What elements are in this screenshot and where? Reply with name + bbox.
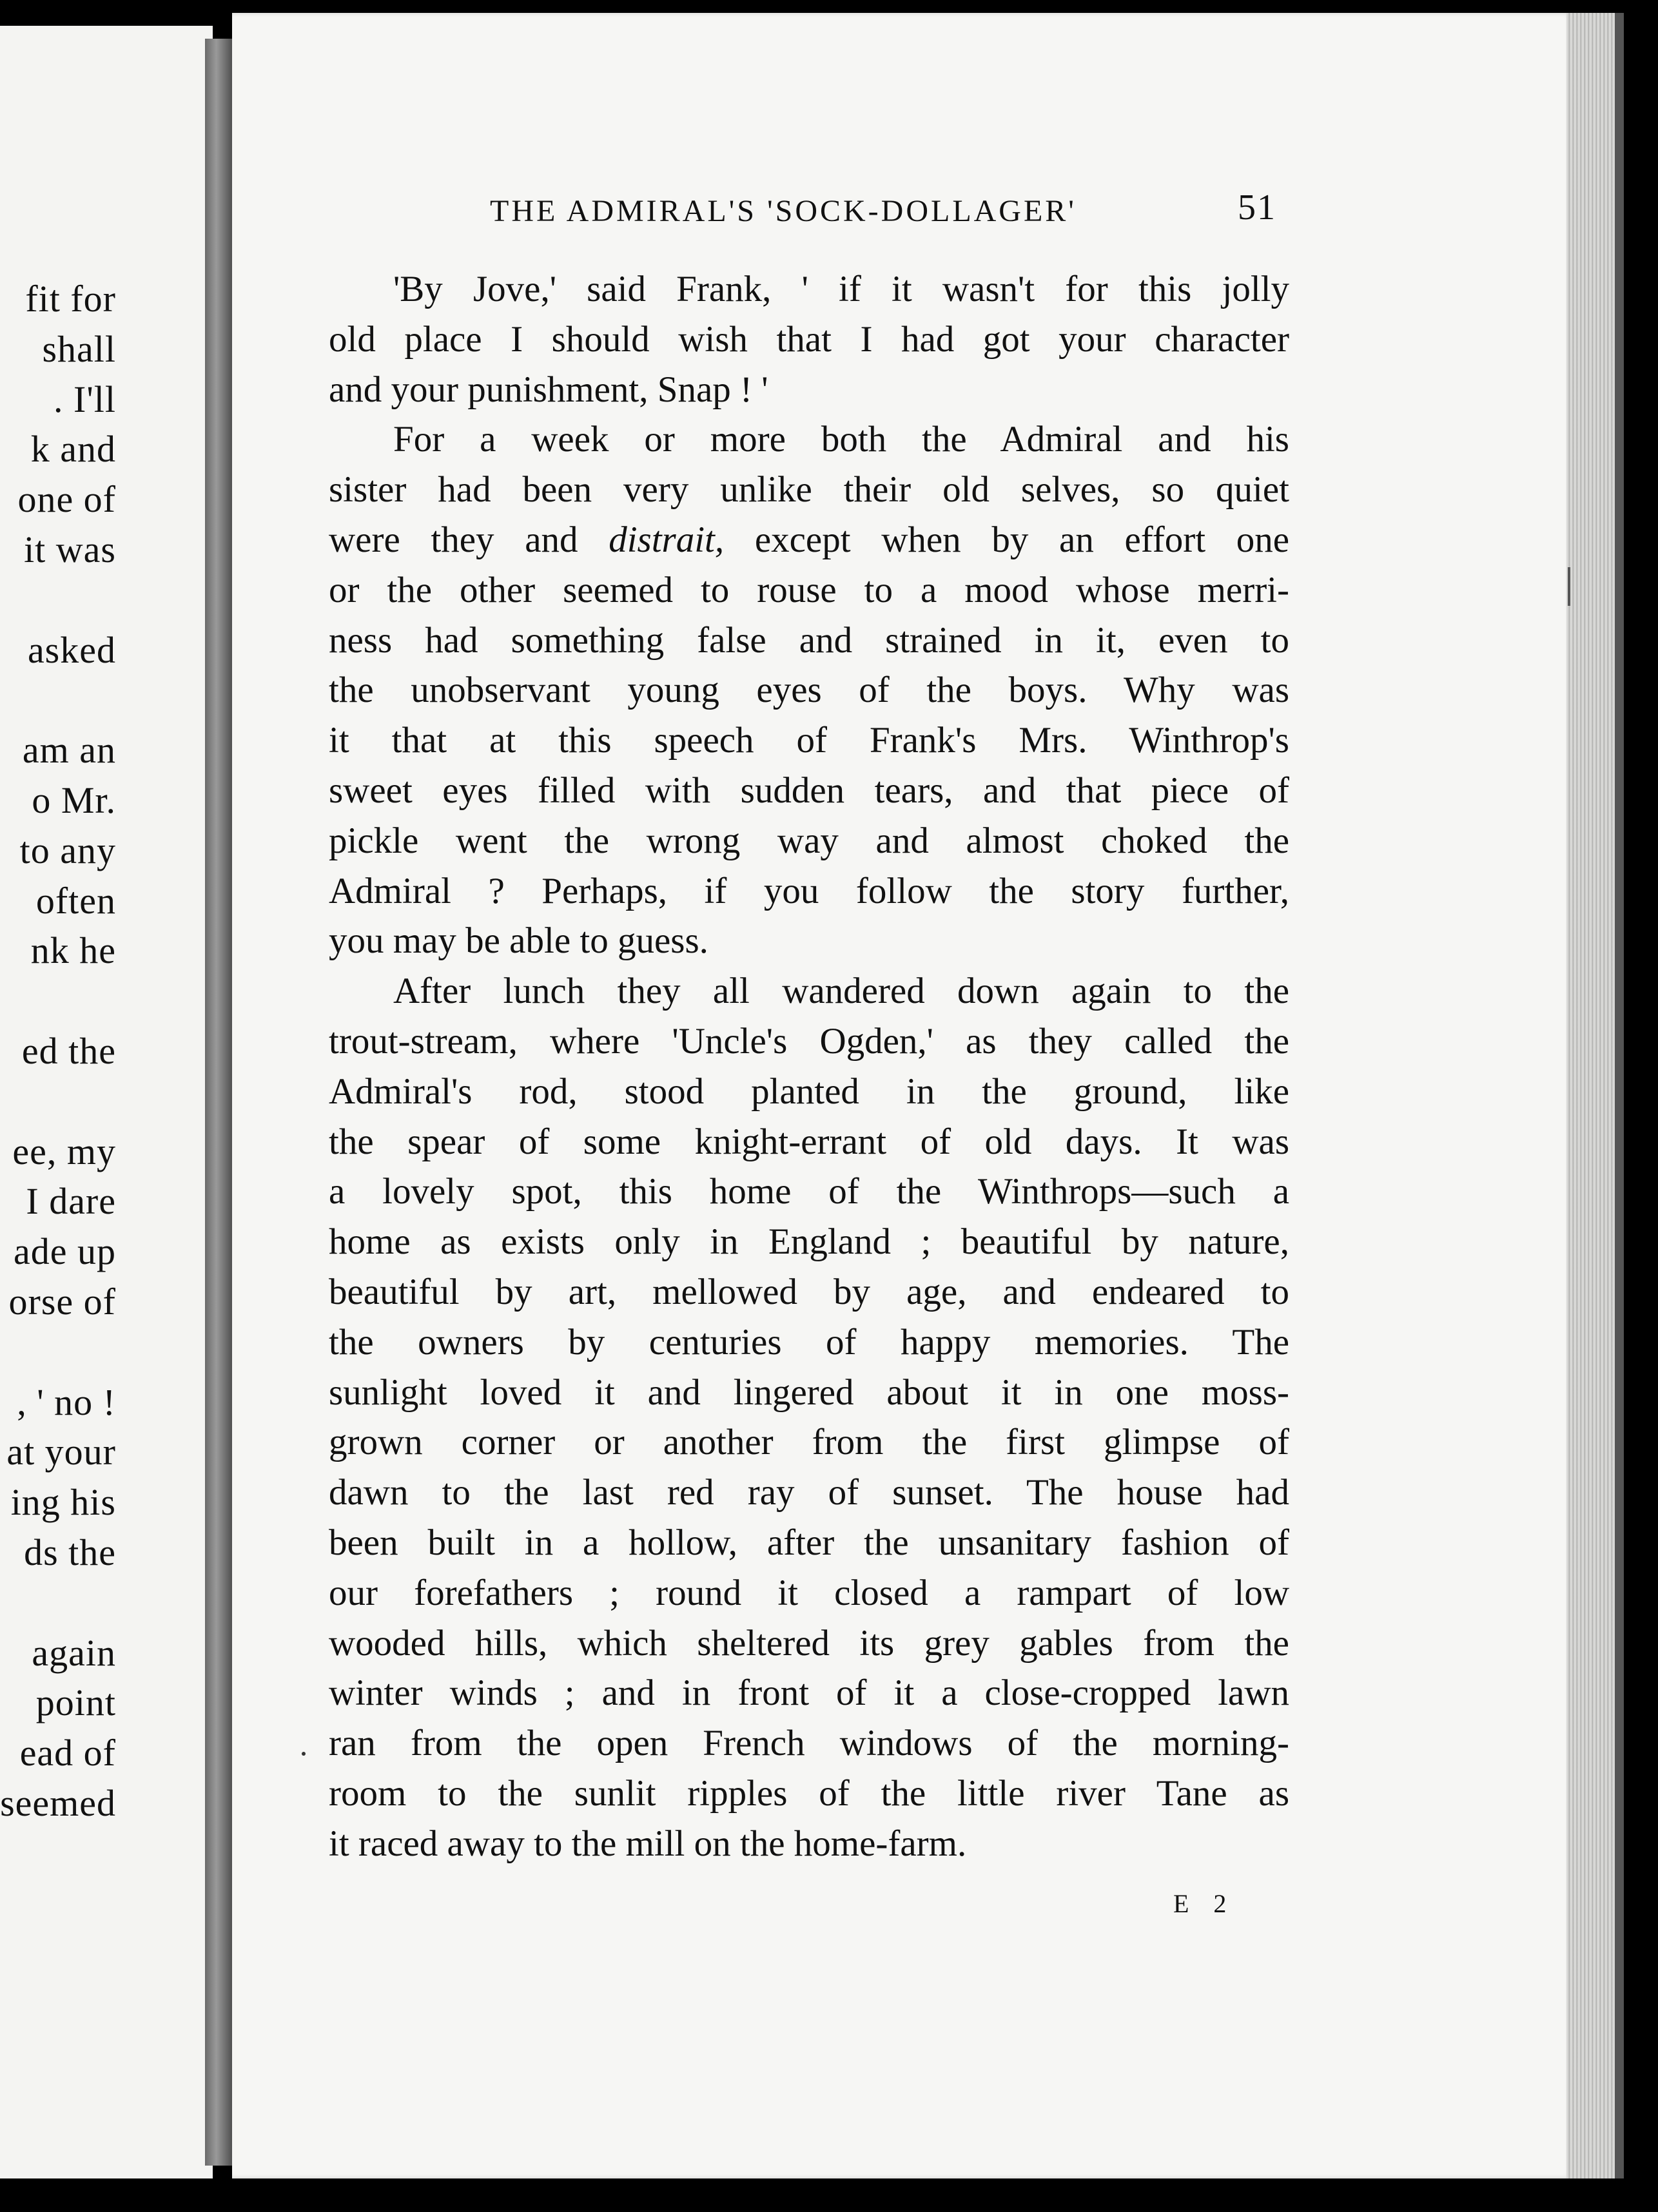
text-line-part: were they and bbox=[329, 519, 609, 560]
page-number: 51 bbox=[1238, 188, 1276, 228]
left-page-line-fragment: ee, my bbox=[12, 1130, 116, 1172]
text-line: a lovely spot, this home of the Winthrops—such a bbox=[329, 1171, 1289, 1212]
left-page-line-fragment: asked bbox=[27, 628, 116, 671]
left-page-line-fragment: am an bbox=[22, 729, 116, 771]
text-line: grown corner or another from the first glimpse of bbox=[329, 1422, 1289, 1463]
text-line: sister had been very unlike their old selves, so quiet bbox=[329, 469, 1289, 510]
left-page-line-fragment: often bbox=[35, 879, 116, 922]
left-page-line-fragment: to any bbox=[19, 829, 116, 871]
signature-mark: E 2 bbox=[1173, 1889, 1236, 1918]
left-facing-page bbox=[0, 26, 213, 2178]
scan-mark bbox=[1568, 567, 1570, 606]
text-line: sweet eyes filled with sudden tears, and that piece of bbox=[329, 770, 1289, 811]
running-header: THE ADMIRAL'S 'SOCK-DOLLAGER' bbox=[490, 194, 1077, 228]
text-line: trout-stream, where 'Uncle's Ogden,' as they called the bbox=[329, 1020, 1289, 1062]
text-line: dawn to the last red ray of sunset. The house had bbox=[329, 1472, 1289, 1513]
left-page-line-fragment: I dare bbox=[26, 1180, 116, 1223]
text-line: Admiral's rod, stood planted in the ground, like bbox=[329, 1071, 1289, 1112]
scan-speck bbox=[302, 1752, 306, 1756]
left-page-line-fragment: nk he bbox=[30, 929, 116, 972]
text-line: room to the sunlit ripples of the little river Tane as bbox=[329, 1772, 1289, 1814]
left-page-line-fragment: . I'll bbox=[54, 378, 116, 420]
text-line: beautiful by art, mellowed by age, and endeared to bbox=[329, 1271, 1289, 1312]
text-line: our forefathers ; round it closed a rampart of low bbox=[329, 1572, 1289, 1613]
left-page-line-fragment: again bbox=[32, 1631, 116, 1674]
text-line: or the other seemed to rouse to a mood whose merri- bbox=[329, 569, 1289, 610]
left-page-line-fragment: shall bbox=[42, 327, 116, 370]
text-line: the spear of some knight-errant of old days. It was bbox=[329, 1121, 1289, 1162]
left-page-line-fragment: ade up bbox=[14, 1230, 116, 1273]
text-line: been built in a hollow, after the unsanitary fashion of bbox=[329, 1522, 1289, 1563]
text-line: it raced away to the mill on the home-farm. bbox=[329, 1823, 967, 1864]
left-page-line-fragment: o Mr. bbox=[32, 779, 116, 821]
page-edge-shadow bbox=[1615, 13, 1624, 2178]
text-line: ness had something false and strained in it, even to bbox=[329, 619, 1289, 661]
text-line: the unobservant young eyes of the boys. Why was bbox=[329, 670, 1289, 711]
text-line: 'By Jove,' said Frank, ' if it wasn't for this jolly bbox=[393, 269, 1289, 309]
left-page-line-fragment: ed the bbox=[21, 1030, 116, 1072]
text-line bbox=[329, 515, 1289, 565]
text-line-part: except when by an effort one bbox=[724, 519, 1289, 560]
left-page-line-fragment: it was bbox=[24, 529, 116, 570]
text-line: you may be able to guess. bbox=[329, 920, 708, 962]
text-line: winter winds ; and in front of it a close-cropped lawn bbox=[329, 1673, 1289, 1714]
left-page-line-fragment: one of bbox=[17, 478, 116, 521]
text-line: sunlight loved it and lingered about it in one moss- bbox=[329, 1372, 1289, 1413]
left-page-line-fragment: point bbox=[35, 1682, 116, 1724]
text-line: old place I should wish that I had got your character bbox=[329, 318, 1289, 360]
page-edges bbox=[1566, 13, 1618, 2178]
left-page-line-fragment: ing his bbox=[10, 1481, 116, 1524]
text-line: and your punishment, Snap ! ' bbox=[329, 369, 768, 410]
italic-word: distrait, bbox=[609, 519, 725, 560]
left-page-line-fragment: ds the bbox=[24, 1531, 116, 1573]
left-page-line-fragment: k and bbox=[30, 428, 116, 471]
text-line: pickle went the wrong way and almost choked the bbox=[329, 820, 1289, 861]
text-line: Admiral ? Perhaps, if you follow the story further, bbox=[329, 870, 1289, 911]
text-line: wooded hills, which sheltered its grey gables from the bbox=[329, 1622, 1289, 1664]
left-page-line-fragment: seemed bbox=[0, 1782, 116, 1824]
text-line: For a week or more both the Admiral and his bbox=[393, 419, 1289, 460]
text-line: the owners by centuries of happy memories. The bbox=[329, 1321, 1289, 1363]
text-line: ran from the open French windows of the morning- bbox=[329, 1723, 1289, 1764]
text-line: After lunch they all wandered down again to the bbox=[393, 971, 1289, 1012]
left-page-line-fragment: fit for bbox=[25, 278, 116, 320]
left-page-line-fragment: ead of bbox=[19, 1732, 116, 1774]
left-page-line-fragment: , ' no ! bbox=[17, 1381, 116, 1423]
body-text bbox=[329, 264, 1296, 1869]
text-line: home as exists only in England ; beautiful by nature, bbox=[329, 1221, 1289, 1263]
left-page-line-fragment: orse of bbox=[8, 1281, 116, 1323]
left-page-line-fragment: at your bbox=[6, 1431, 116, 1473]
text-line: it that at this speech of Frank's Mrs. Winthrop's bbox=[329, 720, 1289, 761]
book-gutter bbox=[205, 39, 233, 2166]
